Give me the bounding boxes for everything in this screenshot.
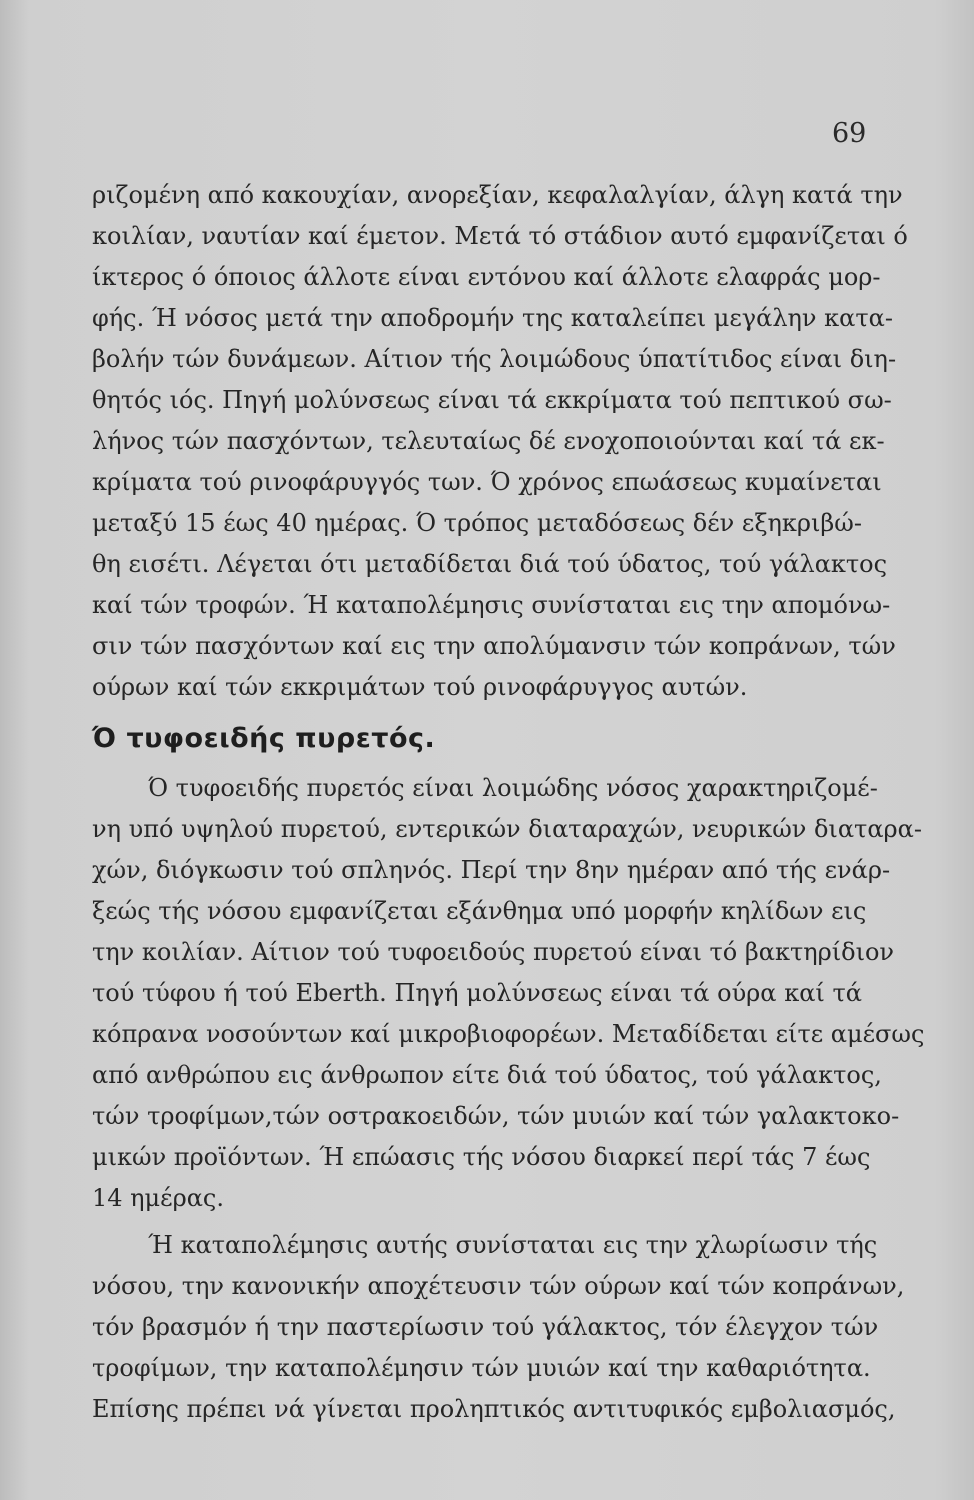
text-line: λήνος τών πασχόντων, τελευταίως δέ ενοχοποιούνται καί τά εκ- (92, 427, 885, 455)
page-number: 69 (832, 118, 867, 149)
text-line: τών τροφίμων,τών οστρακοειδών, τών μυιών καί τών γαλακτοκο- (92, 1102, 900, 1130)
section-heading: Ό τυφοειδής πυρετός. (92, 723, 436, 754)
text-line: καί τών τροφών. Ή καταπολέμησις συνίσταται εις την απομόνω- (92, 591, 891, 619)
text-line: τού τύφου ή τού Eberth. Πηγή μολύνσεως είναι τά ούρα καί τά (92, 979, 862, 1007)
text-line: νόσου, την κανονικήν αποχέτευσιν τών ούρων καί τών κοπράνων, (92, 1272, 905, 1300)
text-line: μεταξύ 15 έως 40 ημέρας. Ό τρόπος μεταδόσεως δέν εξηκριβώ- (92, 509, 862, 537)
text-line: τροφίμων, την καταπολέμησιν τών μυιών καί την καθαριότητα. (92, 1354, 871, 1382)
text-line: την κοιλίαν. Αίτιον τού τυφοειδούς πυρετού είναι τό βακτηρίδιον (92, 938, 895, 966)
text-line: ίκτερος ό όποιος άλλοτε είναι εντόνου καί άλλοτε ελαφράς μορ- (92, 263, 881, 291)
text-line: θη εισέτι. Λέγεται ότι μεταδίδεται διά τού ύδατος, τού γάλακτος (92, 550, 888, 578)
text-line: κόπρανα νοσούντων καί μικροβιοφορέων. Μεταδίδεται είτε αμέσως (92, 1020, 925, 1048)
text-line: κοιλίαν, ναυτίαν καί έμετον. Μετά τό στάδιον αυτό εμφανίζεται ό (92, 222, 908, 250)
text-line: μικών προϊόντων. Ή επώασις τής νόσου διαρκεί περί τάς 7 έως (92, 1143, 871, 1171)
text-line: ούρων καί τών εκκριμάτων τού ρινοφάρυγγος αυτών. (92, 673, 748, 701)
text-line: βολήν τών δυνάμεων. Αίτιον τής λοιμώδους ύπατίτιδος είναι διη- (92, 345, 897, 373)
text-line: Ό τυφοειδής πυρετός είναι λοιμώδης νόσος χαρακτηριζομέ- (148, 774, 878, 802)
text-line: ριζομένη από κακουχίαν, ανορεξίαν, κεφαλαλγίαν, άλγη κατά την (92, 181, 903, 209)
text-line: Επίσης πρέπει νά γίνεται προληπτικός αντιτυφικός εμβολιασμός, (92, 1395, 896, 1423)
text-line: 14 ημέρας. (92, 1184, 224, 1212)
text-line: χών, διόγκωσιν τού σπληνός. Περί την 8ην ημέραν από τής ενάρ- (92, 856, 891, 884)
text-line: από ανθρώπου εις άνθρωπον είτε διά τού ύδατος, τού γάλακτος, (92, 1061, 882, 1089)
text-line: νη υπό υψηλού πυρετού, εντερικών διαταραχών, νευρικών διαταρα- (92, 815, 922, 843)
text-line: κρίματα τού ρινοφάρυγγός των. Ό χρόνος επωάσεως κυμαίνεται (92, 468, 882, 496)
text-line: ξεώς τής νόσου εμφανίζεται εξάνθημα υπό μορφήν κηλίδων εις (92, 897, 867, 925)
text-line: φής. Ή νόσος μετά την αποδρομήν της καταλείπει μεγάλην κατα- (92, 304, 893, 332)
text-line: σιν τών πασχόντων καί εις την απολύμανσιν τών κοπράνων, τών (92, 632, 896, 660)
text-line: θητός ιός. Πηγή μολύνσεως είναι τά εκκρίματα τού πεπτικού σω- (92, 386, 892, 414)
text-line: Ή καταπολέμησις αυτής συνίσταται εις την χλωρίωσιν τής (148, 1231, 878, 1259)
text-line: τόν βρασμόν ή την παστερίωσιν τού γάλακτος, τόν έλεγχον τών (92, 1313, 879, 1341)
